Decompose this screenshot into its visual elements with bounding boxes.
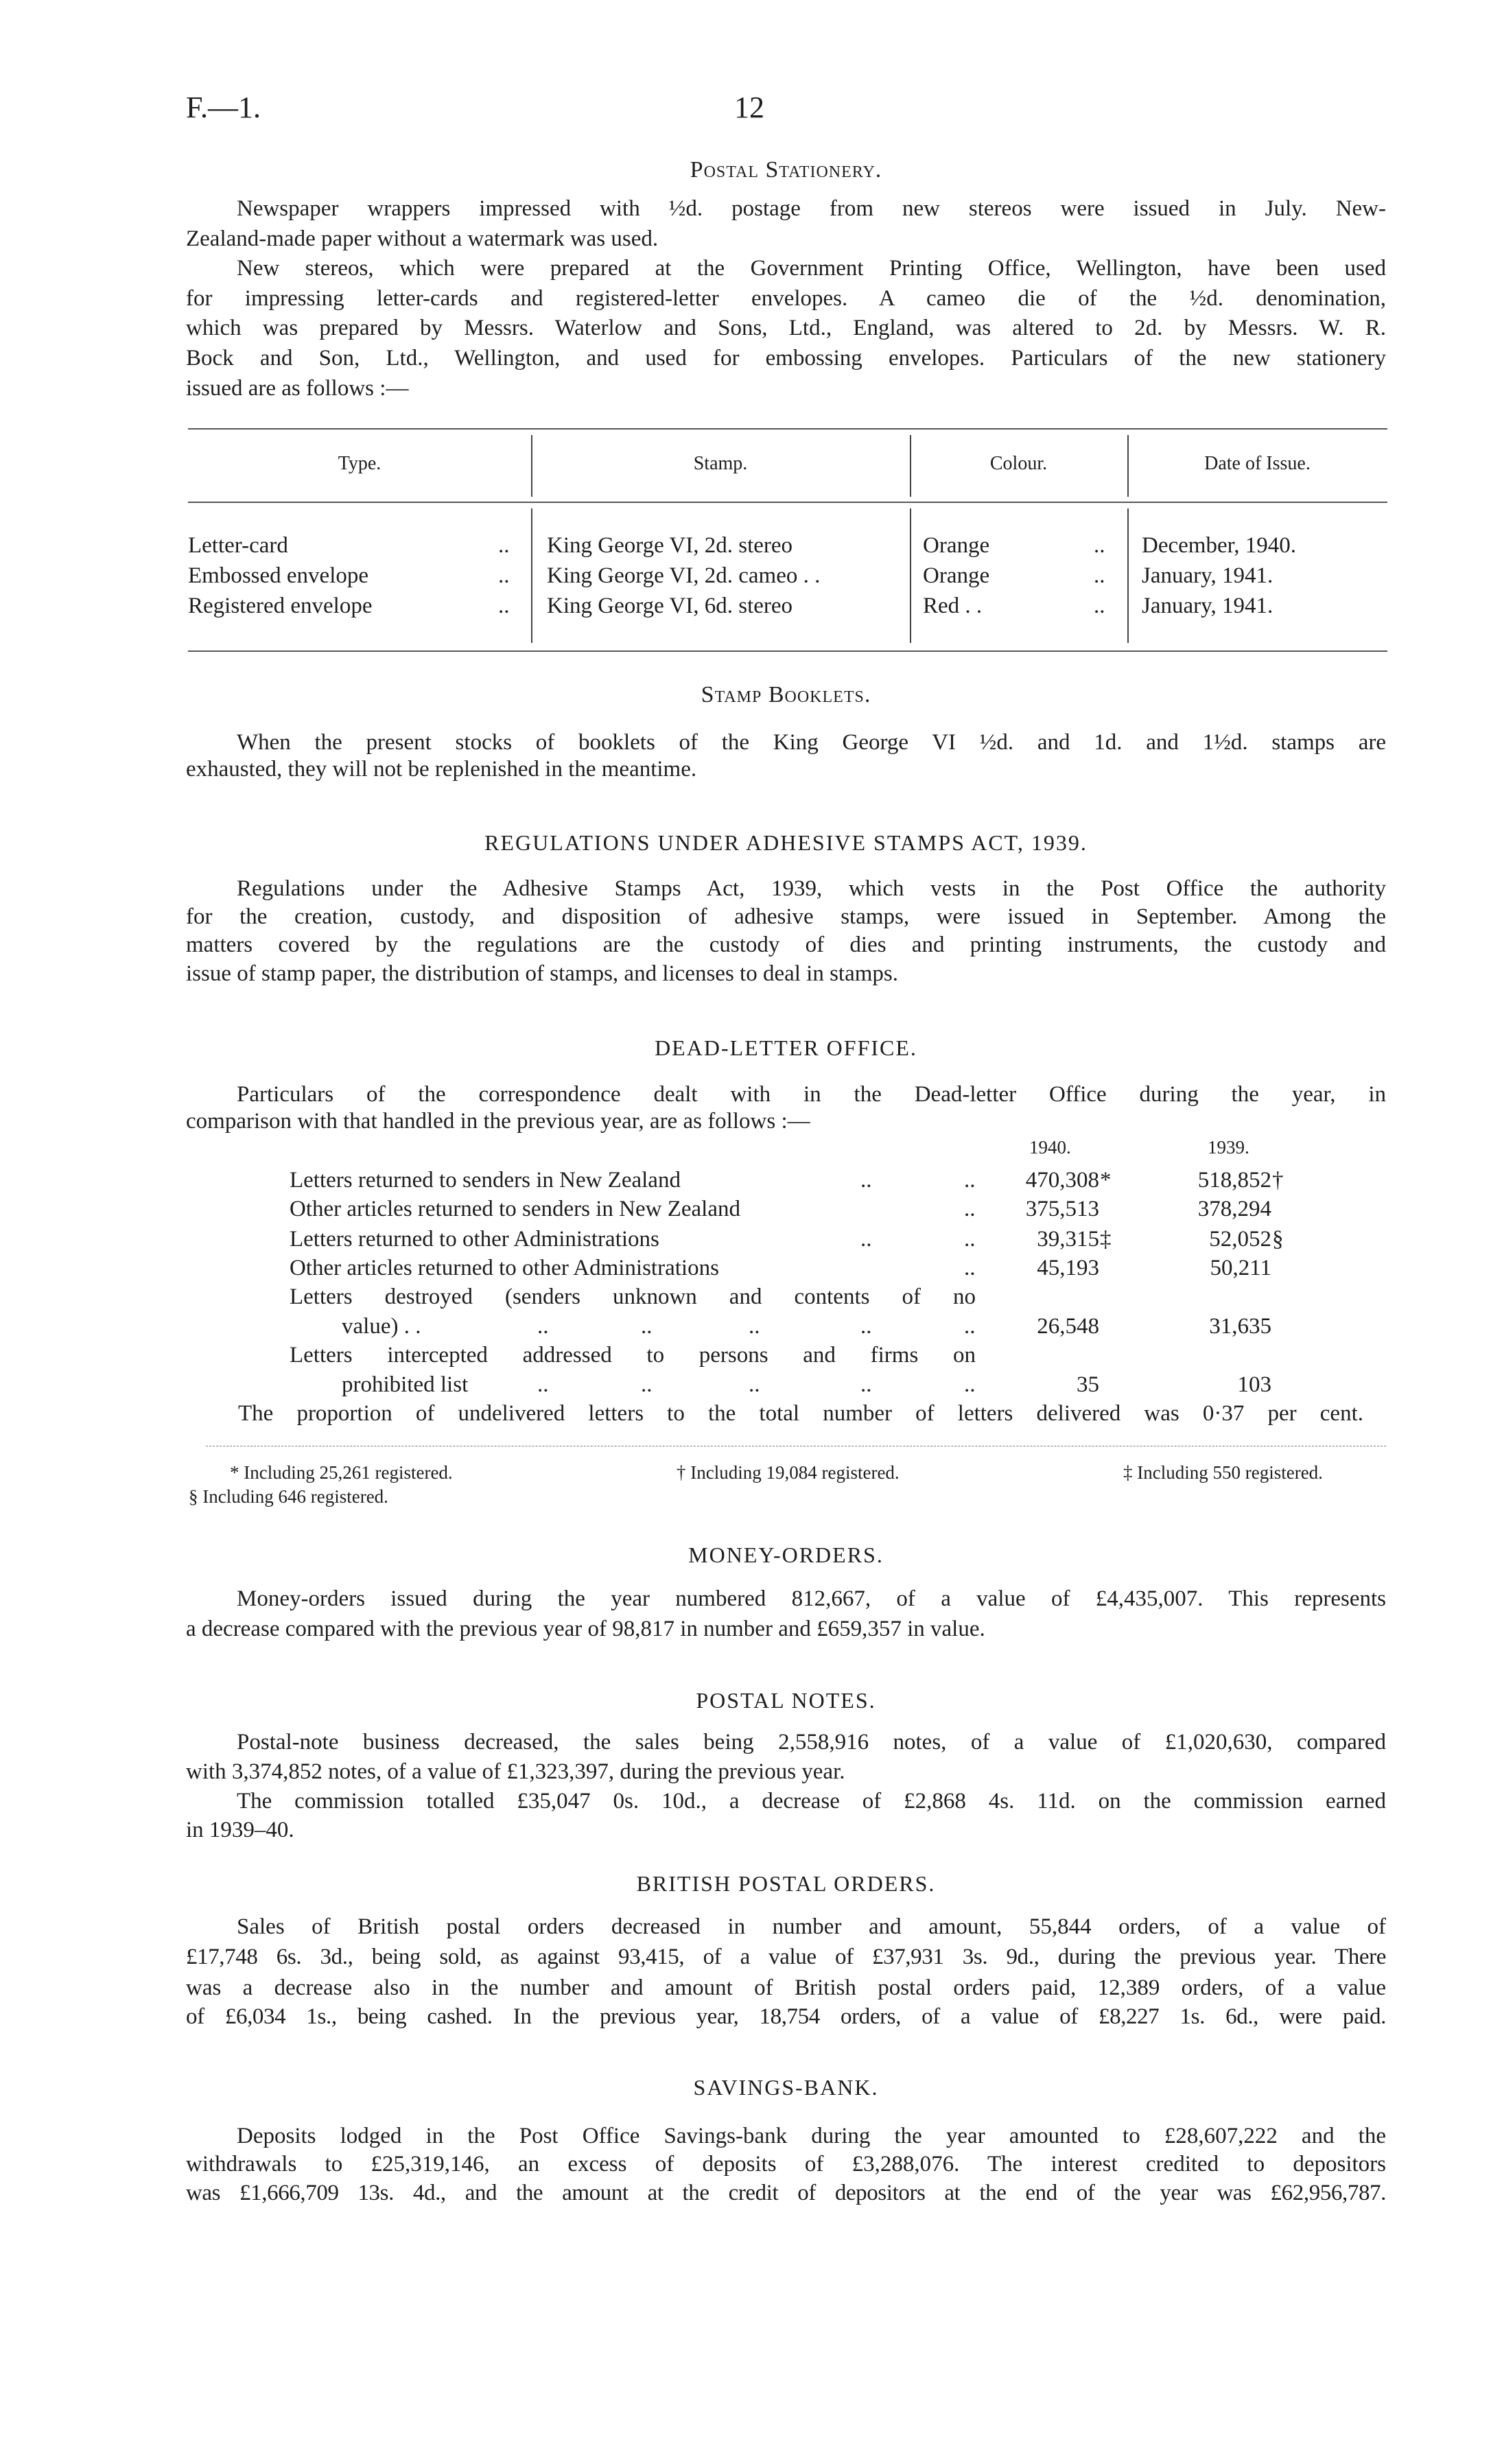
paragraph-line: comparison with that handled in the previous year, are as follows :— [186,1109,810,1134]
cell-type: Embossed envelope [188,563,369,588]
paragraph-line: exhausted, they will not be replenished in the meantime. [186,757,697,782]
paragraph-line: for impressing letter-cards and registered-letter envelopes. A cameo die of the ½d. denomination, [186,286,1386,311]
paragraph-line: Particulars of the correspondence dealt with in the Dead-letter Office during the year, in [237,1082,1386,1107]
dot-leader: .. [1094,533,1105,558]
value-1940: 375,513 [1025,1197,1099,1221]
paragraph-line: issue of stamp paper, the distribution of stamps, and licenses to deal in stamps. [186,961,899,986]
paragraph-line: withdrawals to £25,319,146, an excess of deposits of £3,288,076. The interest credited to depositors [186,2152,1386,2176]
cell-stamp: King George VI, 6d. stereo [547,594,793,618]
row-label: Letters intercepted addressed to persons and firms on [290,1343,976,1368]
paragraph-line: New stereos, which were prepared at the Government Printing Office, Wellington, have been used [237,256,1386,281]
row-label: Letters returned to other Administrations [290,1227,659,1252]
footnote-mark: † [1272,1168,1284,1193]
column-divider [1127,508,1129,643]
cell-date: January, 1941. [1142,563,1273,588]
section-heading-stamp-booklets: Stamp Booklets. [701,682,871,707]
dot-leader: .. [498,563,510,588]
dot-leader: .. [641,1314,653,1339]
dot-leader: .. [537,1314,549,1339]
value-1939: 103 [1237,1372,1271,1397]
paragraph-line: Regulations under the Adhesive Stamps Act, 1939, which vests in the Post Office the authority [237,876,1386,901]
cell-stamp: King George VI, 2d. stereo [547,533,793,558]
dot-leader: .. [964,1168,976,1193]
column-header-type: Type. [338,453,381,474]
dot-leader: .. [964,1197,976,1221]
paragraph-line: with 3,374,852 notes, of a value of £1,323,397, during the previous year. [186,1759,845,1784]
value-1940: 470,308 [1025,1168,1099,1193]
row-label: Other articles returned to other Administrations [290,1256,719,1280]
paragraph-line: Sales of British postal orders decreased in number and amount, 55,844 orders, of a value of [237,1914,1386,1939]
value-1940: 45,193 [1037,1256,1099,1280]
row-label-continuation: value) . . [342,1314,421,1339]
paragraph-line: £17,748 6s. 3d., being sold, as against 93,415, of a value of £37,931 3s. 9d., during the previous year. There [186,1945,1386,1969]
dot-leader: .. [749,1372,760,1397]
dot-leader: .. [964,1314,976,1339]
dot-leader: .. [1094,594,1105,618]
section-heading-postal-notes: POSTAL NOTES. [696,1688,876,1713]
cell-colour: Red . . [923,594,983,618]
row-label-continuation: prohibited list [342,1372,469,1397]
cell-date: January, 1941. [1142,594,1273,618]
paragraph-line: The commission totalled £35,047 0s. 10d., a decrease of £2,868 4s. 11d. on the commission earned [237,1789,1386,1814]
paragraph-line: for the creation, custody, and disposition of adhesive stamps, were issued in September. Among the [186,904,1386,929]
page-number: 12 [734,91,764,124]
footnote-mark: * [1100,1168,1112,1193]
section-heading-dead-letter: DEAD-LETTER OFFICE. [655,1035,917,1060]
value-1940: 39,315 [1037,1227,1099,1252]
cell-type: Letter-card [188,533,288,558]
table-top-rule [188,428,1387,430]
dot-leader: .. [964,1227,976,1252]
dot-leader: .. [964,1256,976,1280]
dot-leader: .. [641,1372,653,1397]
dot-leader: .. [749,1314,760,1339]
cell-type: Registered envelope [188,594,373,618]
row-label: Other articles returned to senders in New Zealand [290,1197,740,1221]
column-divider [910,508,911,643]
section-heading-postal-stationery: Postal Stationery. [690,157,882,183]
dot-leader: .. [860,1227,872,1252]
footnote-mark: ‡ [1100,1227,1112,1252]
year-header-1939: 1939. [1208,1137,1249,1158]
dot-leader: .. [860,1372,872,1397]
paragraph-line: a decrease compared with the previous year of 98,817 in number and £659,357 in value. [186,1617,985,1641]
footnote: § Including 646 registered. [189,1486,388,1507]
year-header-1940: 1940. [1029,1137,1071,1158]
value-1939: 378,294 [1197,1197,1271,1221]
paragraph-line: When the present stocks of booklets of the King George VI ½d. and 1d. and 1½d. stamps are [237,730,1386,755]
column-divider [531,508,532,643]
footnote: * Including 25,261 registered. [230,1462,453,1483]
paragraph-line: matters covered by the regulations are the custody of dies and printing instruments, the custody and [186,932,1386,957]
dot-leader: .. [498,594,510,618]
section-heading-british-postal-orders: BRITISH POSTAL ORDERS. [636,1871,936,1896]
table-header-rule [188,502,1387,503]
paragraph-line: in 1939–40. [186,1818,294,1842]
value-1939: 50,211 [1210,1256,1271,1280]
value-1940: 26,548 [1037,1314,1099,1339]
row-label: Letters destroyed (senders unknown and contents of no [290,1284,976,1309]
table-bottom-rule [188,650,1387,652]
paragraph-line: Zealand-made paper without a watermark was used. [186,226,659,251]
paragraph-line: Deposits lodged in the Post Office Savings-bank during the year amounted to £28,607,222 and the [237,2124,1386,2148]
cell-date: December, 1940. [1142,533,1297,558]
footnote: † Including 19,084 registered. [677,1462,900,1483]
document-code: F.—1. [186,91,261,124]
value-1939: 52,052 [1209,1227,1271,1252]
paragraph-line: Money-orders issued during the year numbered 812,667, of a value of £4,435,007. This represents [237,1586,1386,1611]
footnote-mark: § [1272,1227,1284,1252]
paragraph-line: was £1,666,709 13s. 4d., and the amount at the credit of depositors at the end of the year was £62,956,787. [186,2181,1386,2205]
column-header-colour: Colour. [989,453,1048,474]
section-heading-regulations: REGULATIONS UNDER ADHESIVE STAMPS ACT, 1939. [484,830,1088,855]
paragraph-line: Newspaper wrappers impressed with ½d. postage from new stereos were issued in July. New- [237,196,1386,221]
proportion-statement: The proportion of undelivered letters to the total number of letters delivered was 0·37 per cent. [238,1401,1363,1426]
dot-leader: .. [860,1314,872,1339]
column-header-stamp: Stamp. [693,453,748,474]
cell-colour: Orange [923,563,990,588]
dot-leader: .. [537,1372,549,1397]
paragraph-line: Postal-note business decreased, the sales being 2,558,916 notes, of a value of £1,020,630, compared [237,1730,1386,1755]
dot-leader: .. [1094,563,1105,588]
value-1940: 35 [1077,1372,1099,1397]
footnote: ‡ Including 550 registered. [1123,1462,1323,1483]
paragraph-line: of £6,034 1s., being cashed. In the previous year, 18,754 orders, of a value of £8,227 1s. 6d., were paid. [186,2004,1386,2029]
paragraph-line: Bock and Son, Ltd., Wellington, and used for embossing envelopes. Particulars of the new stationery [186,346,1386,371]
paragraph-line: issued are as follows :— [186,376,409,401]
cell-colour: Orange [923,533,990,558]
dot-leader: .. [860,1168,872,1193]
dot-leader: .. [964,1372,976,1397]
section-heading-money-orders: MONEY-ORDERS. [688,1542,884,1567]
value-1939: 518,852 [1197,1168,1271,1193]
dot-leader: .. [498,533,510,558]
paragraph-line: which was prepared by Messrs. Waterlow and Sons, Ltd., England, was altered to 2d. by Messrs. W. R. [186,316,1386,340]
value-1939: 31,635 [1209,1314,1271,1339]
paragraph-line: was a decrease also in the number and amount of British postal orders paid, 12,389 orders, of a value [186,1975,1386,2000]
cell-stamp: King George VI, 2d. cameo . . [547,563,821,588]
column-header-date: Date of Issue. [1204,453,1311,474]
section-heading-savings-bank: SAVINGS-BANK. [693,2075,879,2100]
row-label: Letters returned to senders in New Zealand [290,1168,681,1193]
